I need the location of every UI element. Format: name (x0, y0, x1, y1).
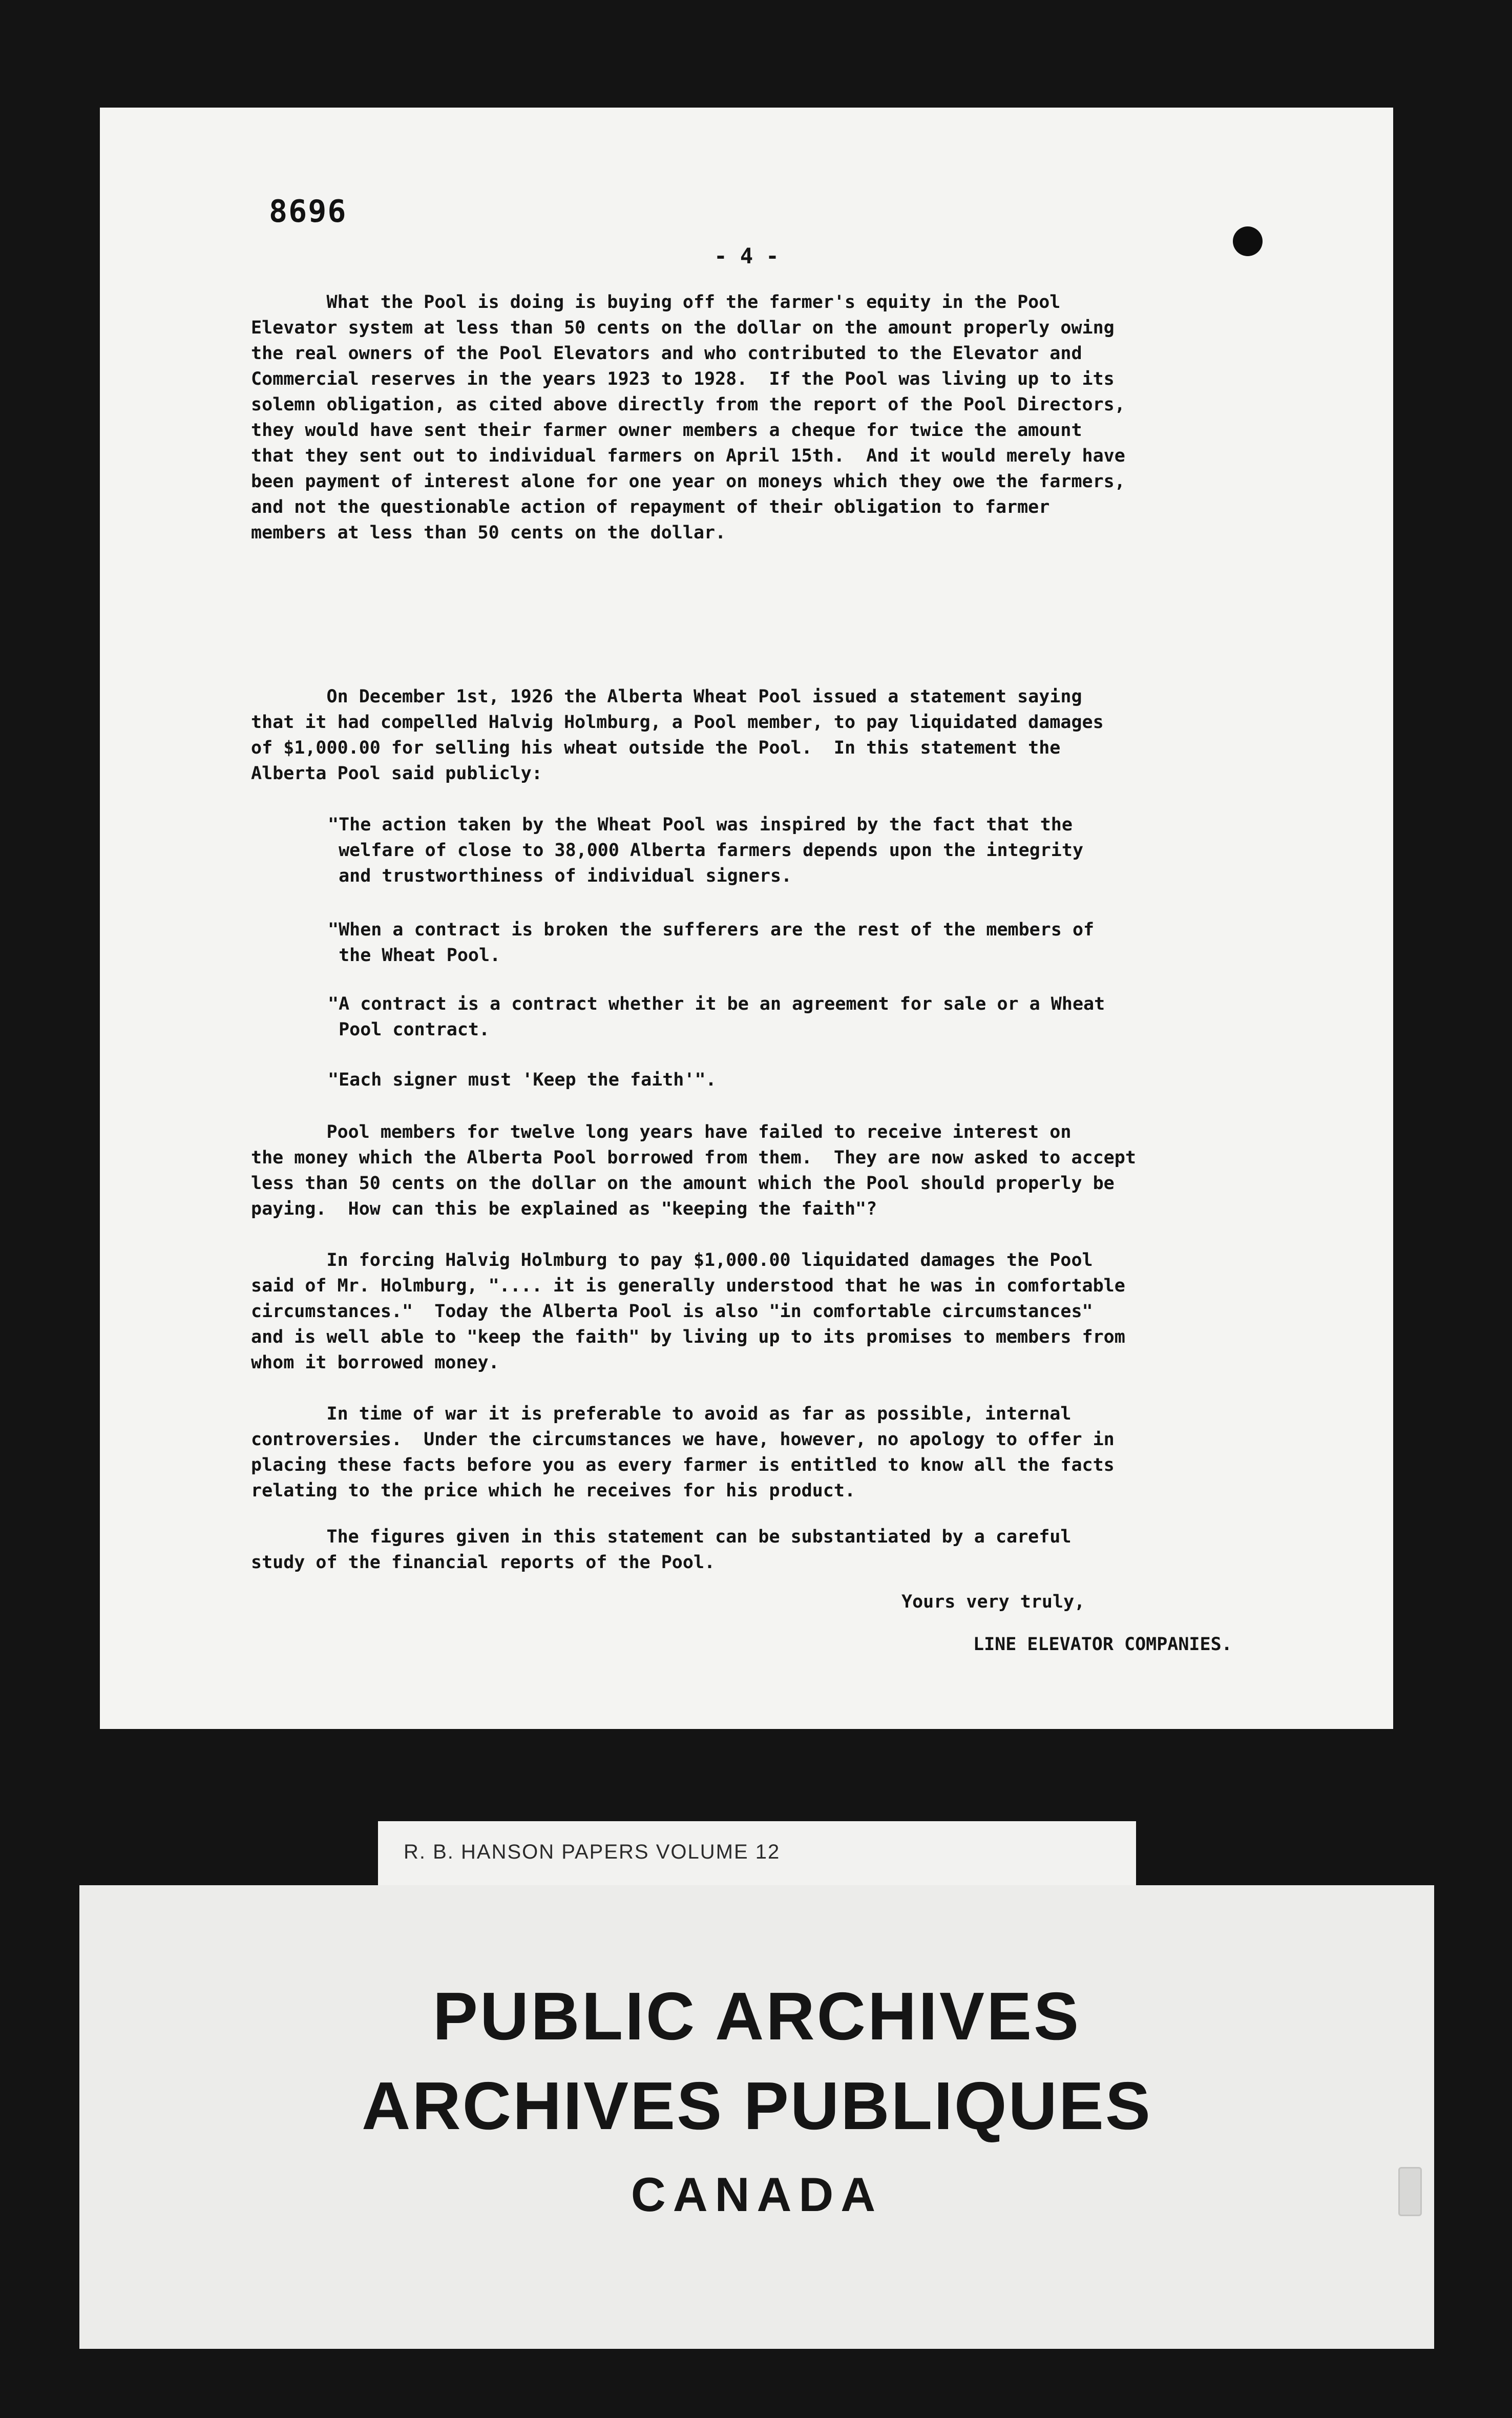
text-line: been payment of interest alone for one year on moneys which they owe the farmers, (251, 471, 1125, 492)
text-line: What the Pool is doing is buying off the farmer's equity in the Pool (251, 292, 1061, 312)
text-line: solemn obligation, as cited above directly from the report of the Pool Directors, (251, 394, 1125, 415)
closing-salutation: Yours very truly, (901, 1592, 1085, 1612)
paragraph-holmburg (251, 1247, 1327, 1375)
text-line: Commercial reserves in the years 1923 to 1928. If the Pool was living up to its (251, 369, 1115, 389)
page-number: - 4 - (714, 243, 779, 268)
text-line: of $1,000.00 for selling his wheat outside the Pool. In this statement the (251, 738, 1061, 758)
text-line: that they sent out to individual farmers on April 15th. And it would merely have (251, 446, 1125, 466)
text-line: The figures given in this statement can be substantiated by a careful (251, 1527, 1072, 1547)
archives-country: CANADA (631, 2167, 883, 2221)
text-line: Pool members for twelve long years have failed to receive interest on (251, 1122, 1072, 1142)
text-line: that it had compelled Halvig Holmburg, a Pool member, to pay liquidated damages (251, 712, 1104, 733)
folio-number: 8696 (269, 194, 347, 230)
quote-contract-is-contract (328, 991, 1403, 1043)
text-line: Pool contract. (328, 1019, 490, 1040)
text-line: the real owners of the Pool Elevators and who contributed to the Elevator and (251, 343, 1082, 364)
text-line: welfare of close to 38,000 Alberta farmers depends upon the integrity (328, 840, 1084, 861)
text-line: controversies. Under the circumstances we have, however, no apology to offer in (251, 1429, 1115, 1450)
volume-label (378, 1821, 1136, 1887)
paragraph-interest (251, 1119, 1327, 1222)
text-line: placing these facts before you as every farmer is entitled to know all the facts (251, 1455, 1115, 1475)
text-line: "The action taken by the Wheat Pool was inspired by the fact that the (328, 815, 1073, 835)
paragraph-figures (251, 1524, 1327, 1575)
signature: LINE ELEVATOR COMPANIES. (973, 1634, 1232, 1655)
archives-title-french: ARCHIVES PUBLIQUES (362, 2068, 1152, 2143)
text-line: whom it borrowed money. (251, 1352, 499, 1373)
volume-label-text: R. B. HANSON PAPERS VOLUME 12 (404, 1841, 781, 1863)
punch-hole (1233, 226, 1263, 256)
paragraph-equity (251, 289, 1327, 546)
text-line: study of the financial reports of the Pool. (251, 1552, 716, 1573)
text-line: Alberta Pool said publicly: (251, 763, 542, 784)
paragraph-war (251, 1401, 1327, 1504)
text-line: circumstances." Today the Alberta Pool is also "in comfortable circumstances" (251, 1301, 1093, 1322)
paragraph-statement (251, 684, 1327, 786)
quote-contract-broken (328, 917, 1403, 968)
text-line: "Each signer must 'Keep the faith'". (328, 1070, 717, 1090)
text-line: said of Mr. Holmburg, ".... it is generally understood that he was in comfortable (251, 1276, 1125, 1296)
text-line: and trustworthiness of individual signers. (328, 866, 792, 886)
archives-title-english: PUBLIC ARCHIVES (432, 1978, 1081, 2054)
text-line: In time of war it is preferable to avoid as far as possible, internal (251, 1404, 1072, 1424)
text-line: On December 1st, 1926 the Alberta Wheat Pool issued a statement saying (251, 686, 1082, 707)
text-line: less than 50 cents on the dollar on the amount which the Pool should properly be (251, 1173, 1115, 1194)
text-line: relating to the price which he receives for his product. (251, 1481, 856, 1501)
text-line: and not the questionable action of repayment of their obligation to farmer (251, 497, 1050, 517)
text-line: members at less than 50 cents on the dollar. (251, 523, 726, 543)
text-line: the Wheat Pool. (328, 945, 501, 966)
archives-card (79, 1885, 1434, 2349)
text-line: In forcing Halvig Holmburg to pay $1,000.00 liquidated damages the Pool (251, 1250, 1093, 1270)
text-line: they would have sent their farmer owner members a cheque for twice the amount (251, 420, 1082, 441)
letter-page (100, 108, 1393, 1729)
text-line: "A contract is a contract whether it be an agreement for sale or a Wheat (328, 994, 1105, 1014)
staple-mark (1398, 2167, 1422, 2216)
text-line: Elevator system at less than 50 cents on the dollar on the amount properly owing (251, 318, 1115, 338)
text-line: the money which the Alberta Pool borrowed from them. They are now asked to accept (251, 1148, 1136, 1168)
quote-keep-the-faith (328, 1067, 1403, 1093)
quote-action-taken (328, 812, 1403, 889)
text-line: paying. How can this be explained as "keeping the faith"? (251, 1199, 877, 1219)
text-line: and is well able to "keep the faith" by living up to its promises to members from (251, 1327, 1125, 1347)
text-line: "When a contract is broken the sufferers are the rest of the members of (328, 920, 1095, 940)
